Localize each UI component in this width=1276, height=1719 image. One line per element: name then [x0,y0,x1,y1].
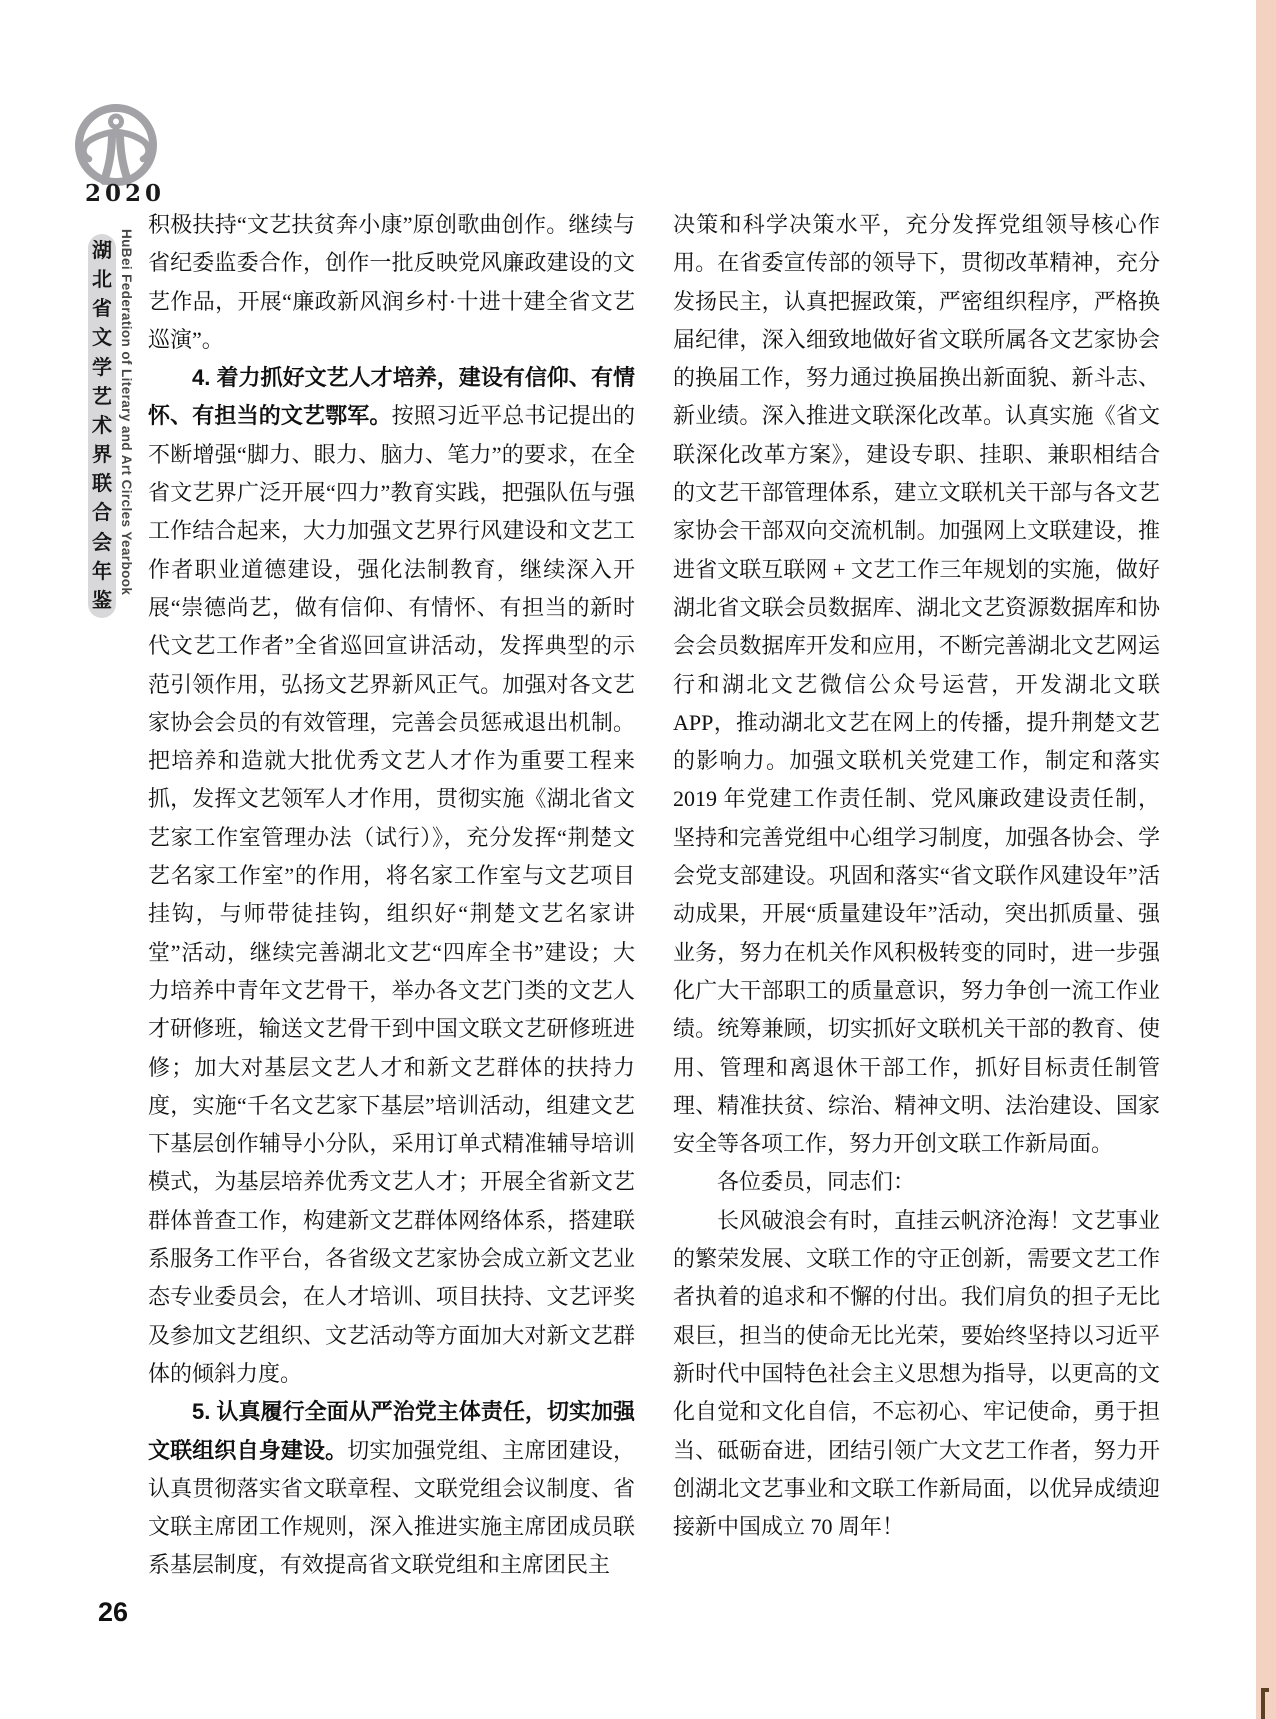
sidebar-title-chinese [88,234,116,618]
paragraph-text: 积极扶持“文艺扶贫奔小康”原创歌曲创作。继续与省纪委监委合作，创作一批反映党风廉政建设的文艺作品，开展“廉政新风润乡村·十进十建全省文艺巡演”。 [148,212,635,352]
sidebar-character: 北 [92,269,112,292]
page-number: 26 [98,1597,129,1627]
paragraph-text: 决策和科学决策水平，充分发挥党组领导核心作用。在省委宣传部的领导下，贯彻改革精神，充分发扬民主，认真把握政策，严密组织程序，严格换届纪律，深入细致地做好省文联所属各文艺家协会的换届工作，努力通过换届换出新面貌、新斗志、新业绩。深入推进文联深化改革。认真实施《省文联深化改革方案》，建设专职、挂职、兼职相结合的文艺干部管理体系，建立文联机关干部与各文艺家协会干部双向交流机制。加强网上文联建设，推进省文联互联网 + 文艺工作三年规划的实施，做好湖北省文联会员数据库、湖北文艺资源数据库和协会会员数据库开发和应用，不断完善湖北文艺网运行和湖北文艺微信公众号运营，开发湖北文联 APP，推动湖北文艺在网上的传播，提升荆楚文艺的影响力。加强文联机关党建工作，制定和落实 2019 年党建工作责任制、党风廉政建设责任制，坚持和完善党组中心组学习制度，加强各协会、学会党支部建设。巩固和落实“省文联作风建设年”活动成果，开展“质量建设年”活动，突出抓质量、强业务，努力在机关作风积极转变的同时，进一步强化广大干部职工的质量意识，努力争创一流工作业绩。统筹兼顾，切实抓好文联机关干部的教育、使用、管理和离退休干部工作，抓好目标责任制管理、精准扶贫、综治、精神文明、法治建设、国家安全等各项工作，努力开创文联工作新局面。 [673,212,1160,1157]
federation-logo-icon [70,100,162,192]
sidebar-character: 合 [92,502,112,525]
sidebar-character: 术 [92,414,112,437]
sidebar-character: 年 [92,560,112,583]
paragraph [148,1393,635,1584]
paragraph-text: 长风破浪会有时，直挂云帆济沧海！文艺事业的繁荣发展、文联工作的守正创新，需要文艺工作者执着的追求和不懈的付出。我们肩负的担子无比艰巨，担当的使命无比光荣，要始终坚持以习近平新时代中国特色社会主义思想为指导，以更高的文化自觉和文化自信，不忘初心、牢记使命，勇于担当、砥砺奋进，团结引领广大文艺工作者，努力开创湖北文艺事业和文联工作新局面，以优异成绩迎接新中国成立 70 周年！ [673,1207,1160,1540]
corner-crop-mark-icon [1261,1688,1269,1719]
paragraph-heading-text: 4. 着力抓好文艺人才培养，建设有信仰、有情怀、有担当的文艺鄂军。 [148,365,635,429]
sidebar-title-english: HuBei Federation of Literary and Art Circles Yearbook [119,229,134,596]
sidebar-character: 鉴 [92,589,112,612]
paragraph [673,1202,1160,1547]
sidebar-character: 艺 [92,385,112,408]
paragraph [673,206,1160,1163]
page-edge-accent-strip [1256,0,1276,1719]
left-text-column [148,206,635,1585]
sidebar-character: 界 [92,444,112,467]
sidebar-character: 联 [92,473,112,496]
year-label: 2020 [85,180,166,207]
paragraph-text: 按照习近平总书记提出的不断增强“脚力、眼力、脑力、笔力”的要求，在全省文艺界广泛开展“四力”教育实践，把强队伍与强工作结合起来，大力加强文艺界行风建设和文艺工作者职业道德建设，强化法制教育，继续深入开展“崇德尚艺，做有信仰、有情怀、有担当的新时代文艺工作者”全省巡回宣讲活动，发挥典型的示范引领作用，弘扬文艺界新风正气。加强对各文艺家协会会员的有效管理，完善会员惩戒退出机制。把培养和造就大批优秀文艺人才作为重要工程来抓，发挥文艺领军人才作用，贯彻实施《湖北省文艺家工作室管理办法（试行）》，充分发挥“荆楚文艺名家工作室”的作用，将名家工作室与文艺项目挂钩，与师带徒挂钩，组织好“荆楚文艺名家讲堂”活动，继续完善湖北文艺“四库全书”建设；大力培养中青年文艺骨干，举办各文艺门类的文艺人才研修班，输送文艺骨干到中国文联文艺研修班进修；加大对基层文艺人才和新文艺群体的扶持力度，实施“千名文艺家下基层”培训活动，组建文艺下基层创作辅导小分队，采用订单式精准辅导培训模式，为基层培养优秀文艺人才；开展全省新文艺群体普查工作，构建新文艺群体网络体系，搭建联系服务工作平台，各省级文艺家协会成立新文艺业态专业委员会，在人才培训、项目扶持、文艺评奖及参加文艺组织、文艺活动等方面加大对新文艺群体的倾斜力度。 [148,403,635,1386]
sidebar-character: 学 [92,356,112,379]
sidebar-character: 湖 [92,240,112,262]
paragraph-text: 各位委员，同志们： [717,1169,916,1195]
right-text-column [673,206,1160,1585]
paragraph-heading-text: 5. 认真履行全面从严治党主体责任，切实加强文联组织自身建设。 [148,1399,635,1463]
sidebar-character: 文 [92,327,112,350]
sidebar-character: 会 [92,531,112,554]
paragraph [148,359,635,1393]
paragraph [148,206,635,359]
sidebar-character: 省 [92,298,112,321]
paragraph-text: 切实加强党组、主席团建设，认真贯彻落实省文联章程、文联党组会议制度、省文联主席团工作规则，深入推进实施主席团成员联系基层制度，有效提高省文联党组和主席团民主 [148,1437,635,1578]
article-body [148,206,1160,1585]
paragraph [673,1163,1160,1201]
